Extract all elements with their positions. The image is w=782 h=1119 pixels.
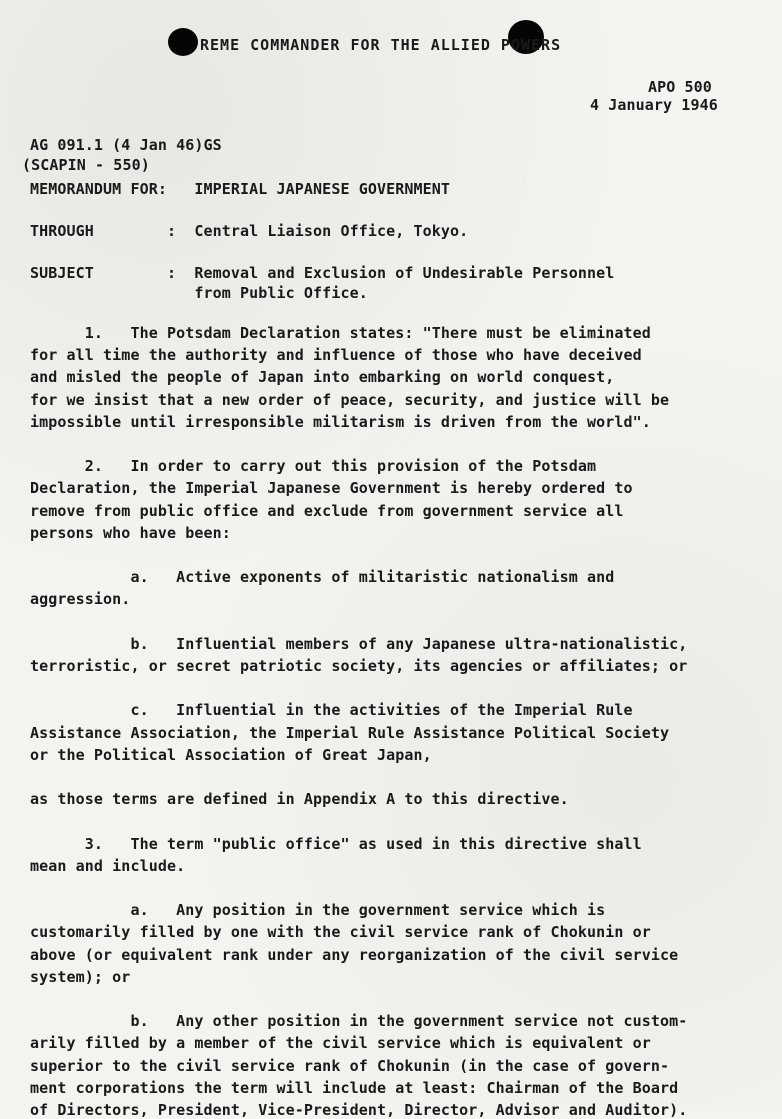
body-line: as those terms are defined in Appendix A to this directive. bbox=[30, 790, 569, 808]
body-line: aggression. bbox=[30, 590, 131, 608]
body-line: impossible until irresponsible militarism is driven from the world". bbox=[30, 413, 651, 431]
body-line: 1. The Potsdam Declaration states: "There must be eliminated bbox=[30, 324, 651, 342]
ink-blot-left bbox=[168, 28, 198, 56]
body-line: 3. The term "public office" as used in this directive shall bbox=[30, 835, 642, 853]
body-line: of Directors, President, Vice-President, Director, Advisor and Auditor). bbox=[30, 1101, 688, 1119]
body-line: b. Influential members of any Japanese ultra-nationalistic, bbox=[30, 635, 688, 653]
body-line: 2. In order to carry out this provision of the Potsdam bbox=[30, 457, 597, 475]
body-line: terroristic, or secret patriotic society, its agencies or affiliates; or bbox=[30, 657, 688, 675]
body-line: a. Active exponents of militaristic nationalism and bbox=[30, 568, 615, 586]
reference-number: AG 091.1 (4 Jan 46)GS bbox=[30, 136, 222, 154]
memorandum-line: MEMORANDUM FOR: IMPERIAL JAPANESE GOVERNMENT bbox=[30, 180, 451, 198]
through-line: THROUGH : Central Liaison Office, Tokyo. bbox=[30, 222, 469, 240]
body-line: system); or bbox=[30, 968, 131, 986]
body-line: remove from public office and exclude from government service all bbox=[30, 502, 624, 520]
body-line: above (or equivalent rank under any reorganization of the civil service bbox=[30, 946, 679, 964]
body-line: or the Political Association of Great Japan, bbox=[30, 746, 432, 764]
body-line: a. Any position in the government service which is bbox=[30, 901, 606, 919]
body-line: b. Any other position in the government service not custom- bbox=[30, 1012, 688, 1030]
document-date: 4 January 1946 bbox=[590, 96, 718, 114]
apo-number: APO 500 bbox=[648, 78, 712, 96]
body-line: arily filled by a member of the civil service which is equivalent or bbox=[30, 1034, 651, 1052]
body-line: for we insist that a new order of peace, security, and justice will be bbox=[30, 391, 670, 409]
subject-line-1: SUBJECT : Removal and Exclusion of Undesirable Personnel bbox=[30, 264, 615, 282]
body-line: customarily filled by one with the civil service rank of Chokunin or bbox=[30, 923, 651, 941]
body-line: and misled the people of Japan into embarking on world conquest, bbox=[30, 368, 615, 386]
scapin-number: (SCAPIN - 550) bbox=[22, 156, 150, 174]
document-header: REME COMMANDER FOR THE ALLIED POWERS bbox=[200, 36, 562, 54]
body-line: Assistance Association, the Imperial Rule Assistance Political Society bbox=[30, 724, 670, 742]
body-line: ment corporations the term will include at least: Chairman of the Board bbox=[30, 1079, 679, 1097]
body-line: persons who have been: bbox=[30, 524, 231, 542]
body-line: superior to the civil service rank of Chokunin (in the case of govern- bbox=[30, 1057, 670, 1075]
subject-line-2: from Public Office. bbox=[30, 284, 368, 302]
body-line: Declaration, the Imperial Japanese Government is hereby ordered to bbox=[30, 479, 633, 497]
body-line: c. Influential in the activities of the Imperial Rule bbox=[30, 701, 633, 719]
body-line: mean and include. bbox=[30, 857, 186, 875]
body-line: for all time the authority and influence of those who have deceived bbox=[30, 346, 642, 364]
